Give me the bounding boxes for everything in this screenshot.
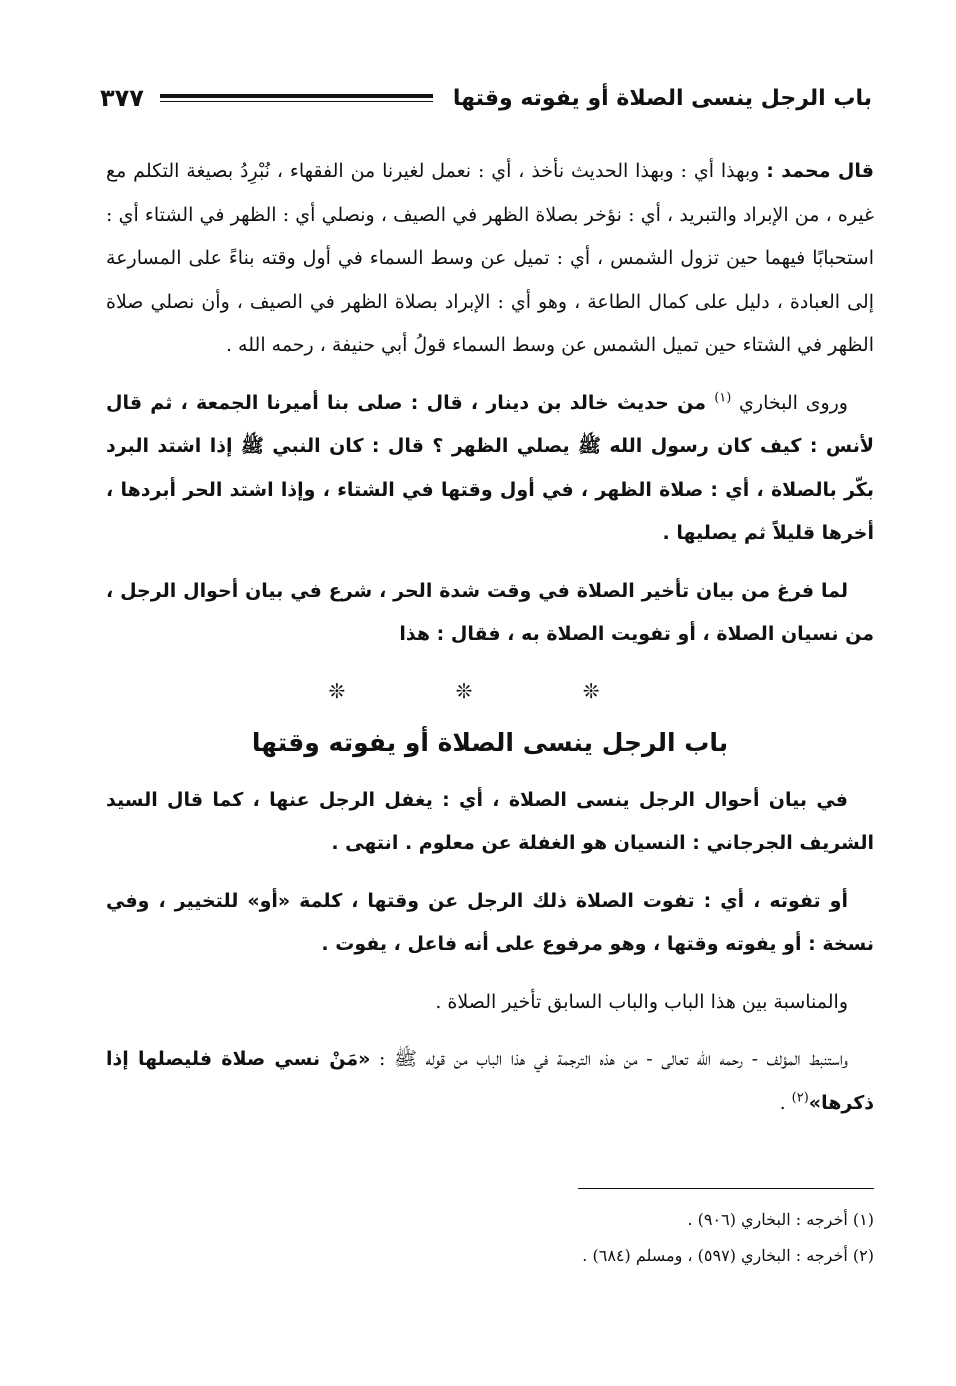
running-title: باب الرجل ينسى الصلاة أو يفوته وقتها bbox=[452, 85, 872, 111]
paragraph-1-text: وبهذا أي : وبهذا الحديث نأخذ ، أي : نعمل لغيرنا من الفقهاء ، نُبْرِدُ بصيغة التكلم مع غيره ، من الإبراد والتبريد ، أي : نؤخر بصلاة الظهر في الصيف ، ونصلي أي : الظهر في الشتاء أي : استحبابًا فيهما حين تزول الشمس ، أي : تميل عن وسط السماء في أول وقته بناءً على المسارعة إلى العبادة ، دليل على كمال الطاعة ، وهو أي : الإبراد بصلاة الظهر في الصيف ، وأن نصلي صلاة الظهر في الشتاء حين تميل الشمس عن وسط السماء قولُ أبي حنيفة ، رحمه الله . bbox=[106, 160, 874, 356]
paragraph-5-text: أو تفوته ، أي : تفوت الصلاة ذلك الرجل عن وقتها ، كلمة «أو» للتخيير ، وفي نسخة : أو يفوته وقتها ، وهو مرفوع على أنه فاعل ، يفوت . bbox=[106, 889, 874, 955]
paragraph-1 bbox=[106, 150, 874, 368]
page-number: ٣٧٧ bbox=[100, 84, 144, 112]
footnote-ref-1: (١) bbox=[714, 390, 732, 406]
paragraph-3-text: لما فرغ من بيان تأخير الصلاة في وقت شدة الحر ، شرع في بيان أحوال الرجل ، من نسيان الصلاة ، أو تفويت الصلاة به ، فقال : هذا bbox=[106, 579, 874, 645]
paragraph-7-end: . bbox=[779, 1091, 792, 1114]
footnote-2: (٢) أخرجه : البخاري (٥٩٧) ، ومسلم (٦٨٤) . bbox=[582, 1246, 874, 1265]
paragraph-4-text: في بيان أحوال الرجل ينسى الصلاة ، أي : يغفل الرجل عنها ، كما قال السيد الشريف الجرجاني : النسيان هو الغفلة عن معلوم . انتهى . bbox=[106, 788, 874, 854]
paragraph-7-text: واستنبط المؤلف - رحمه الله تعالى - من هذه الترجمة في هذا الباب من قوله ﷺ : bbox=[370, 1048, 848, 1070]
paragraph-3 bbox=[106, 570, 874, 657]
paragraph-1-lead: قال محمد : bbox=[766, 160, 874, 182]
paragraph-2 bbox=[106, 382, 874, 556]
paragraph-2-text-a: وروى البخاري bbox=[731, 391, 848, 414]
paragraph-6 bbox=[106, 981, 874, 1025]
running-header bbox=[100, 78, 872, 118]
paragraph-7 bbox=[106, 1038, 874, 1125]
header-rule bbox=[160, 94, 433, 102]
footnote-1: (١) أخرجه : البخاري (٩٠٦) . bbox=[687, 1210, 874, 1229]
paragraph-6-text: والمناسبة بين هذا الباب والباب السابق تأخير الصلاة . bbox=[435, 990, 848, 1013]
hadith-quote: «مَنْ نسي صلاة فليصلها إذا ذكرها» bbox=[106, 1048, 874, 1114]
chapter-heading: باب الرجل ينسى الصلاة أو يفوته وقتها bbox=[251, 727, 729, 757]
footnote-rule bbox=[578, 1188, 874, 1189]
section-divider-stars: ❊ ❊ ❊ bbox=[328, 678, 652, 703]
body-text bbox=[106, 150, 874, 1139]
paragraph-2-text-b: من حديث خالد بن دينار ، قال : صلى بنا أميرنا الجمعة ، ثم قال لأنس : كيف كان رسول الله ﷺ يصلي الظهر ؟ قال : كان النبي ﷺ إذا اشتد البرد بكّر بالصلاة ، أي : صلاة الظهر ، في أول وقتها في الشتاء ، وإذا اشتد الحر أبردها ، أخرها قليلاً ثم يصليها . bbox=[106, 391, 874, 544]
paragraph-5 bbox=[106, 880, 874, 967]
footnote-ref-2: (٢) bbox=[791, 1090, 809, 1106]
paragraph-4 bbox=[106, 779, 874, 866]
footnotes bbox=[300, 1202, 874, 1274]
